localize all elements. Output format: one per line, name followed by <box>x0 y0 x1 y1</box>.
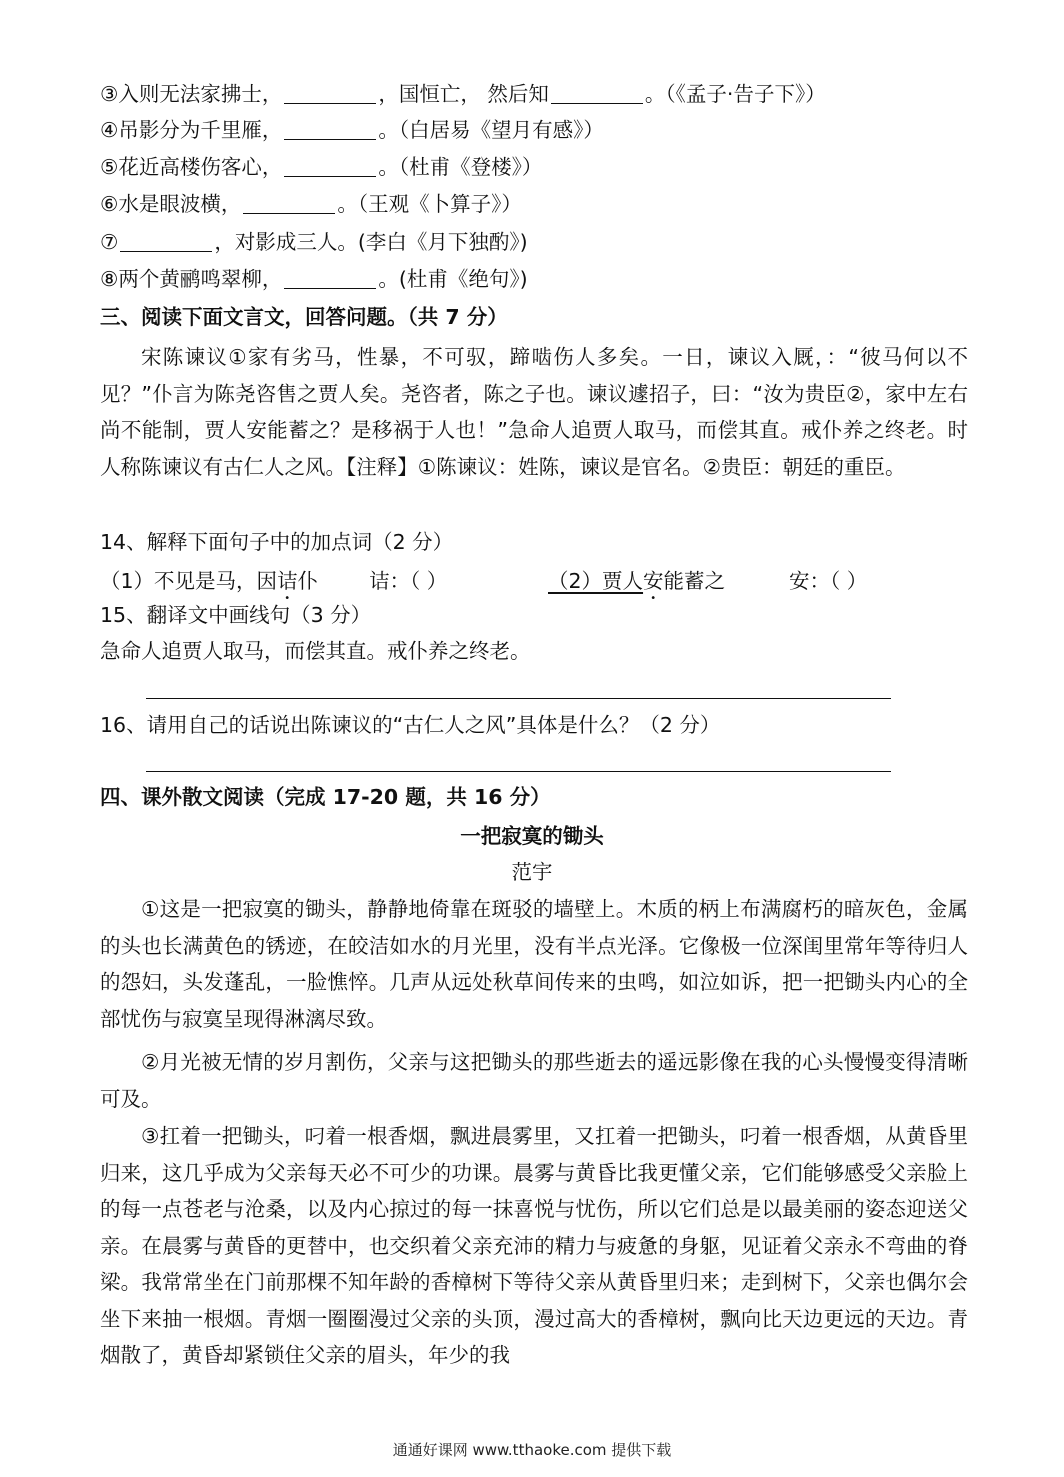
question-14-1-answer[interactable]: 诘：（ ） <box>369 569 448 593</box>
essay-paragraph-2: ②月光被无情的岁月割伤，父亲与这把锄头的那些逝去的遥远影像在我的心头慢慢变得清晰可及。 <box>100 1050 968 1111</box>
dotted-word: 安 <box>643 569 664 593</box>
answer-blank[interactable] <box>284 268 376 289</box>
poem-line-3 <box>100 79 826 109</box>
poem-line-4 <box>100 115 604 145</box>
question-14-1 <box>100 566 318 604</box>
poem-line-8 <box>100 264 528 294</box>
text: ④吊影分为千里雁， <box>100 118 283 142</box>
section-4-heading: 四、课外散文阅读（完成 17-20 题，共 16 分） <box>100 785 551 809</box>
text: （1）不见是马，因 <box>100 569 278 593</box>
poem-line-6 <box>100 189 522 219</box>
text: ⑥水是眼波横， <box>100 192 242 216</box>
text: ⑦ <box>100 230 119 254</box>
question-16: 16、请用自己的话说出陈谏议的“古仁人之风”具体是什么？（2 分） <box>100 713 721 737</box>
text: 。（白居易《望月有感》） <box>378 118 604 142</box>
page-footer: 通通好课网 www.tthaoke.com 提供下载 <box>392 1441 672 1459</box>
question-14: 14、解释下面句子中的加点词（2 分） <box>100 530 454 554</box>
answer-blank[interactable] <box>120 231 212 252</box>
essay-author: 范宇 <box>511 860 553 884</box>
text: ③入则无法家拂士， <box>100 82 283 106</box>
answer-line[interactable] <box>146 698 891 699</box>
classical-passage: 宋陈谏议①家有劣马，性暴，不可驭，蹄啮伤人多矣。一日，谏议入厩，：“彼马何以不见？”仆言为陈尧咨售之贾人矣。尧咨者，陈之子也。谏议遽招子，曰：“汝为贵臣②，家中左右尚不能制，贾人安能蓄之？是移祸于人也！”急命人追贾人取马，而偿其直。戒仆养之终老。时人称陈谏议有古仁人之风。【注释】①陈谏议：姓陈，谏议是官名。②贵臣：朝廷的重臣。 <box>100 345 968 479</box>
essay-paragraph-3: ③扛着一把锄头，叼着一根香烟，飘进晨雾里，又扛着一把锄头，叼着一根香烟，从黄昏里归来，这几乎成为父亲每天必不可少的功课。晨雾与黄昏比我更懂父亲，它们能够感受父亲脸上的每一点苍老与沧桑，以及内心掠过的每一抹喜悦与忧伤，所以它们总是以最美丽的姿态迎送父亲。在晨雾与黄昏的更替中，也交织着父亲充沛的精力与疲惫的身躯，见证着父亲永不弯曲的脊梁。我常常坐在门前那棵不知年龄的香樟树下等待父亲从黄昏里归来；走到树下，父亲也偶尔会坐下来抽一根烟。青烟一圈圈漫过父亲的头顶，漫过高大的香樟树，飘向比天边更远的天边。青烟散了，黄昏却紧锁住父亲的眉头，年少的我 <box>100 1124 968 1367</box>
essay-paragraph-1: ①这是一把寂寞的锄头，静静地倚靠在斑驳的墙壁上。木质的柄上布满腐朽的暗灰色，金属的头也长满黄色的锈迹，在皎洁如水的月光里，没有半点光泽。它像极一位深闺里常年等待归人的怨妇，头发蓬乱，一脸憔悴。几声从远处秋草间传来的虫鸣，如泣如诉，把一把锄头内心的全部忧伤与寂寞呈现得淋漓尽致。 <box>100 897 968 1031</box>
text: ⑤花近高楼伤客心， <box>100 155 283 179</box>
text: ，对影成三人。(李白《月下独酌》) <box>214 230 528 254</box>
question-15-sentence: 急命人追贾人取马，而偿其直。戒仆养之终老。 <box>100 639 531 663</box>
answer-blank[interactable] <box>243 193 335 214</box>
question-14-2-answer[interactable]: 安：（ ） <box>789 569 868 593</box>
question-14-2 <box>548 566 725 604</box>
answer-blank[interactable] <box>284 83 376 104</box>
answer-line[interactable] <box>146 771 891 772</box>
section-3-heading: 三、阅读下面文言文，回答问题。（共 7 分） <box>100 305 508 329</box>
essay-title: 一把寂寞的锄头 <box>460 824 604 848</box>
text: 。（《孟子·告子下》） <box>644 82 826 106</box>
text: 能蓄之 <box>663 569 726 593</box>
answer-blank[interactable] <box>284 156 376 177</box>
dotted-word: 诘 <box>277 569 298 593</box>
text: 仆 <box>297 569 319 593</box>
answer-blank[interactable] <box>551 83 643 104</box>
text: （2）贾人 <box>548 569 644 593</box>
text: 。（王观《卜算子》） <box>337 192 522 216</box>
question-15: 15、翻译文中画线句（3 分） <box>100 603 372 627</box>
text: 。(杜甫《绝句》) <box>378 267 528 291</box>
poem-line-5 <box>100 152 542 182</box>
text: ，国恒亡， 然后知 <box>378 82 549 106</box>
text: ⑧两个黄鹂鸣翠柳， <box>100 267 283 291</box>
poem-line-7 <box>100 227 528 257</box>
answer-blank[interactable] <box>284 119 376 140</box>
text: 。（杜甫《登楼》） <box>378 155 543 179</box>
